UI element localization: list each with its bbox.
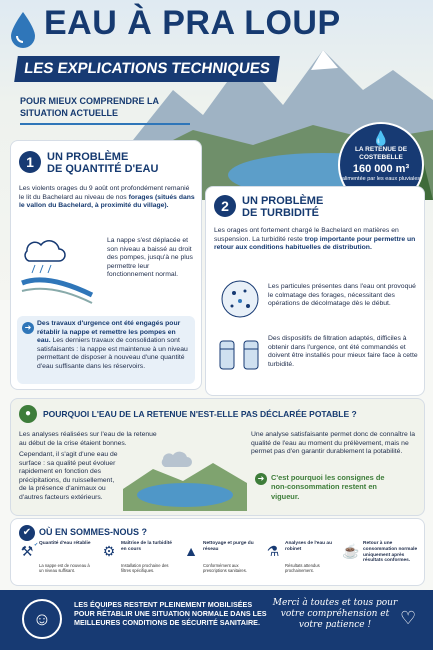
microscope-icon: ⚗ [266,543,280,559]
section-title [47,151,158,175]
filter-cartridges-icon [216,337,264,373]
section-number: 1 [19,151,41,173]
reservoir-volume: 160 000 m³ [352,163,410,175]
drop-icon: ▲ [184,543,198,559]
team-people-icon: ☺ [22,599,62,639]
storm-river-illustration [17,233,97,305]
reservoir-note: alimentée par les eaux pluviales [341,176,421,182]
section-paragraph: Les analyses réalisées sur l'eau de la retenue au début de la crise étaient bonnes. [19,431,157,447]
step-title: Maîtrise de la turbidité en cours [121,541,172,552]
glass-icon: ☕ [342,543,360,559]
section-paragraph: Cependant, il s'agit d'une eau de surface : sa qualité peut évoluer rapidement en fonction des précipitations, du ruissellement, de la présence d'animaux ou d'autres facteurs extérieurs. [19,451,118,501]
footer-message: LES ÉQUIPES RESTENT PLEINEMENT MOBILISÉES POUR RÉTABLIR UNE SITUATION NORMALE DANS LES MEILLEURES CONDITIONS DE SÉCURITÉ SANITAIRE. [74,600,267,628]
status-step [17,541,95,585]
water-drop-icon [8,10,38,50]
section-paragraph: Des dispositifs de filtration adaptés, difficiles à obtenir dans l'urgence, ont été commandés et doivent être installés pour mieux faire face à cette turbidité. [268,335,418,368]
drop-icon: 💧 [372,130,390,146]
heart-icon: ♡ [400,608,417,628]
section-title: POURQUOI L'EAU DE LA RETENUE N'EST-ELLE PAS DÉCLARÉE POTABLE ? [43,409,357,419]
quantity-problem-card [10,140,202,390]
non-consumption-callout: C'est pourquoi les consignes de non-consommation restent en vigueur. [271,473,385,501]
section-paragraph [19,185,195,211]
section-title-line2: DE QUANTITÉ D'EAU [47,163,159,175]
reservoir-label: LA RETENUE DE COSTEBELLE [354,146,408,161]
paragraph-bold: trop importante pour permettre un retour aux conditions habituelles de distribution. [214,235,416,252]
filter-icon: ⚙ [102,543,116,559]
paragraph-bold: forages (situés dans le vallon du Bachelard, à proximité du village). [19,193,195,210]
footer-thanks: Merci à toutes et tous pour votre compréhension et votre patience ! [272,598,398,630]
arrow-right-icon: ➜ [22,322,34,334]
section-paragraph: La nappe s'est déplacée et son niveau a baissé au droit des pompes, jusqu'à ne plus permettre leur fonctionnement normal. [107,237,193,279]
section-title [242,195,323,219]
paragraph-text: Les violents orages du 9 août ont profondément remanié le lit du Bachelard au niveau de nos [19,185,190,201]
footer-banner [0,590,433,650]
urgent-works-bold: Des travaux d'urgence ont été engagés pour rétablir la nappe et remettre les pompes en eau. [37,320,181,345]
subtitle-banner: LES EXPLICATIONS TECHNIQUES [14,56,280,82]
step-desc: Conformément aux prescriptions sanitaires. [203,563,247,574]
turbidity-problem-card [205,186,425,396]
urgent-works-box [17,316,195,384]
intro-subtitle: POUR MIEUX COMPRENDRE LA SITUATION ACTUELLE [20,95,190,125]
status-step [99,541,177,585]
status-step [263,541,341,585]
step-desc: Résultats attendus prochainement. [285,563,320,574]
section-paragraph: Les particules présentes dans l'eau ont provoqué le colmatage des forages, nécessitant des opérations de décolmatage dès le début. [268,283,416,308]
status-section [10,518,425,586]
step-title: Quantité d'eau rétablie [39,541,91,546]
drop-icon: ● [19,405,37,423]
section-title-line2: DE TURBIDITÉ [242,207,319,219]
step-title: Nettoyage et purge du réseau [203,541,254,552]
section-title-line1: UN PROBLÈME [242,195,324,207]
check-icon: ✔ [19,525,35,541]
section-paragraph: Une analyse satisfaisante permet donc de connaître la qualité de l'eau au moment du prélèvement, mais ne permet pas d'en garantir durablement la potabilité. [251,431,415,456]
step-desc: La nappe est de nouveau à un niveau suffisant. [39,563,90,574]
arrow-right-icon: ➜ [255,473,267,485]
step-title: Retour à une consommation normale uniquement après résultats conformes. [363,541,418,564]
section-number: 2 [214,195,236,217]
status-step [181,541,259,585]
section-title: OÙ EN SOMMES-NOUS ? [39,527,148,537]
reservoir-illustration [123,449,247,511]
check-small-icon: ✔ [34,542,39,548]
page-title: EAU À PRA LOUP [44,4,341,42]
urgent-works-detail: Les derniers travaux de consolidation sont satisfaisants : la nappe est maintenue à un niveau permettant de disposer à nouveau d'une quantité d'eau suffisante dans les réservoirs. [37,337,188,370]
status-step [341,541,419,585]
section-title-line1: UN PROBLÈME [47,151,129,163]
reservoir-potability-section [10,398,425,516]
paragraph-text: Les orages ont fortement chargé le Bachelard en matières en suspension. La turbidité reste [214,227,399,243]
particles-icon [220,279,260,319]
tools-icon: ⚒ [20,543,34,559]
step-desc: Installation prochaine des filtres spécifiques. [121,563,169,574]
section-paragraph [214,227,418,253]
urgent-works-text [37,320,191,372]
step-title: Analyses de l'eau au robinet [285,541,332,552]
